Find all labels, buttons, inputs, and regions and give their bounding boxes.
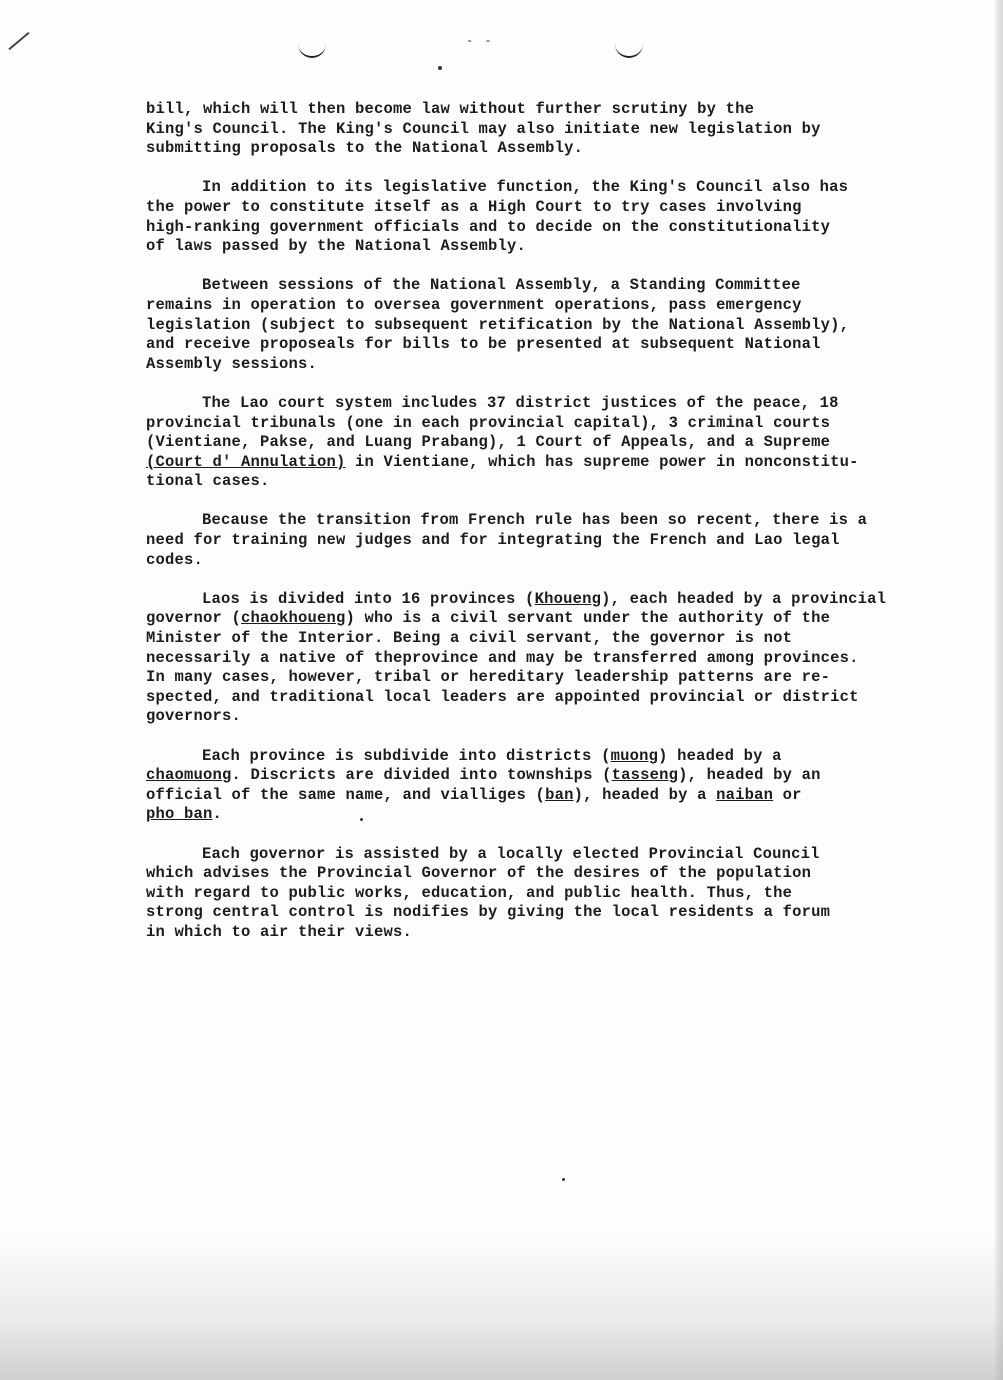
text-run: bill, which will then become law without further scrutiny by the (146, 100, 755, 118)
underlined-term: Khoueng (534, 589, 602, 608)
text-run: . (212, 805, 223, 824)
text-line (146, 747, 891, 767)
text-run: remains in operation to oversea government operations, pass emergency (146, 295, 802, 314)
paragraph (146, 276, 891, 374)
text-run: . Discricts are divided into townships ( (231, 766, 612, 785)
text-run: Because the transition from French rule has been so recent, there is a (202, 511, 868, 530)
text-run: The Lao court system includes 37 district justices of the peace, 18 (202, 393, 839, 412)
text-line (146, 629, 891, 649)
text-run: ) headed by a (658, 746, 782, 765)
text-run: ), each headed by a provincial (601, 589, 887, 608)
text-line (146, 903, 891, 923)
text-line (146, 786, 891, 806)
text-line (146, 433, 891, 453)
underlined-term: pho ban (146, 805, 213, 824)
text-run: in Vientiane, which has supreme power in nonconstitu- (345, 452, 859, 471)
text-run: In many cases, however, tribal or hereditary leadership patterns are re- (146, 668, 831, 687)
underlined-term: (Court d' Annulation) (146, 452, 346, 471)
text-line (146, 845, 891, 865)
text-run: spected, and traditional local leaders are appointed provincial or district (146, 687, 859, 706)
speck (438, 66, 442, 70)
text-line (146, 864, 891, 884)
punch-hole-right (615, 38, 643, 58)
text-run: (Vientiane, Pakse, and Luang Prabang), 1 Court of Appeals, and a Supreme (146, 433, 831, 452)
text-line (146, 453, 891, 473)
text-run: ) who is a civil servant under the authority of the (345, 609, 831, 628)
text-run: in which to air their views. (146, 922, 413, 941)
text-run: with regard to public works, education, and public health. Thus, the (146, 883, 793, 902)
text-run: King's Council. The King's Council may also initiate new legislation by (146, 119, 821, 138)
text-run: official of the same name, and vialliges ( (146, 785, 546, 804)
text-line (146, 923, 891, 943)
text-line (146, 394, 891, 414)
text-run: which advises the Provincial Governor of the desires of the population (146, 864, 812, 883)
text-run: Assembly sessions. (146, 354, 318, 373)
text-line (146, 649, 891, 669)
underlined-term: chaokhoueng (241, 609, 346, 628)
paragraph (146, 100, 891, 159)
text-line (146, 884, 891, 904)
text-line (146, 609, 891, 629)
speck (562, 1178, 565, 1181)
text-line (146, 178, 891, 198)
text-line (146, 100, 891, 120)
text-run: of laws passed by the National Assembly. (146, 237, 527, 256)
text-line (146, 139, 891, 159)
text-line (146, 472, 891, 492)
underlined-term: tasseng (611, 766, 679, 785)
text-line (146, 355, 891, 375)
text-run: governors. (146, 707, 242, 726)
paragraph (146, 590, 891, 727)
punch-hole-left (298, 38, 326, 58)
text-line (146, 590, 891, 610)
text-run: the power to constitute itself as a High Court to try cases involving (146, 197, 802, 216)
text-run: high-ranking government officials and to decide on the constitutionality (146, 217, 831, 236)
text-line (146, 296, 891, 316)
text-line (146, 237, 891, 257)
underlined-term: ban (545, 785, 574, 804)
text-run: Between sessions of the National Assembly, a Standing Committee (202, 276, 801, 295)
underlined-term: chaomuong (146, 766, 232, 785)
text-run: ), headed by an (678, 766, 821, 785)
text-run: Laos is divided into 16 provinces ( (202, 589, 535, 608)
text-line (146, 316, 891, 336)
text-line (146, 707, 891, 727)
text-run: legislation (subject to subsequent retification by the National Assembly), (146, 315, 850, 334)
text-run: ), headed by a (573, 785, 717, 804)
text-line (146, 276, 891, 296)
body-text (146, 100, 891, 962)
paragraph (146, 394, 891, 492)
text-line (146, 668, 891, 688)
text-run: necessarily a native of theprovince and may be transferred among provinces. (146, 648, 859, 667)
scan-shadow (0, 1230, 1003, 1380)
text-line (146, 551, 891, 571)
text-line (146, 218, 891, 238)
text-run: strong central control is nodifies by giving the local residents a forum (146, 903, 831, 922)
text-run: Each province is subdivide into districts ( (202, 746, 611, 765)
text-run: and receive proposeals for bills to be presented at subsequent National (146, 335, 821, 354)
text-line (146, 120, 891, 140)
text-line (146, 688, 891, 708)
text-run: codes. (146, 550, 204, 569)
stray-pen-mark (8, 32, 29, 50)
paragraph (146, 747, 891, 825)
underlined-term: naiban (716, 785, 774, 804)
underlined-term: muong (610, 746, 659, 765)
paragraph (146, 511, 891, 570)
text-line (146, 531, 891, 551)
text-run: need for training new judges and for integrating the French and Lao legal (146, 531, 840, 550)
scan-edge (995, 0, 1003, 1380)
text-run: governor ( (146, 609, 242, 628)
text-line (146, 414, 891, 434)
text-run: tional cases. (146, 472, 270, 491)
text-line (146, 805, 891, 825)
paragraph (146, 178, 891, 256)
text-line (146, 335, 891, 355)
text-run: Minister of the Interior. Being a civil servant, the governor is not (146, 629, 793, 648)
text-run: In addition to its legislative function, the King's Council also has (202, 178, 849, 197)
text-line (146, 766, 891, 786)
text-line (146, 511, 891, 531)
text-run: Each governor is assisted by a locally elected Provincial Council (202, 844, 820, 863)
text-run: provincial tribunals (one in each provincial capital), 3 criminal courts (146, 413, 831, 432)
text-line (146, 198, 891, 218)
text-run: or (773, 785, 802, 804)
paragraph (146, 845, 891, 943)
text-run: submitting proposals to the National Assembly. (146, 139, 584, 158)
top-mark: - - (466, 34, 494, 48)
